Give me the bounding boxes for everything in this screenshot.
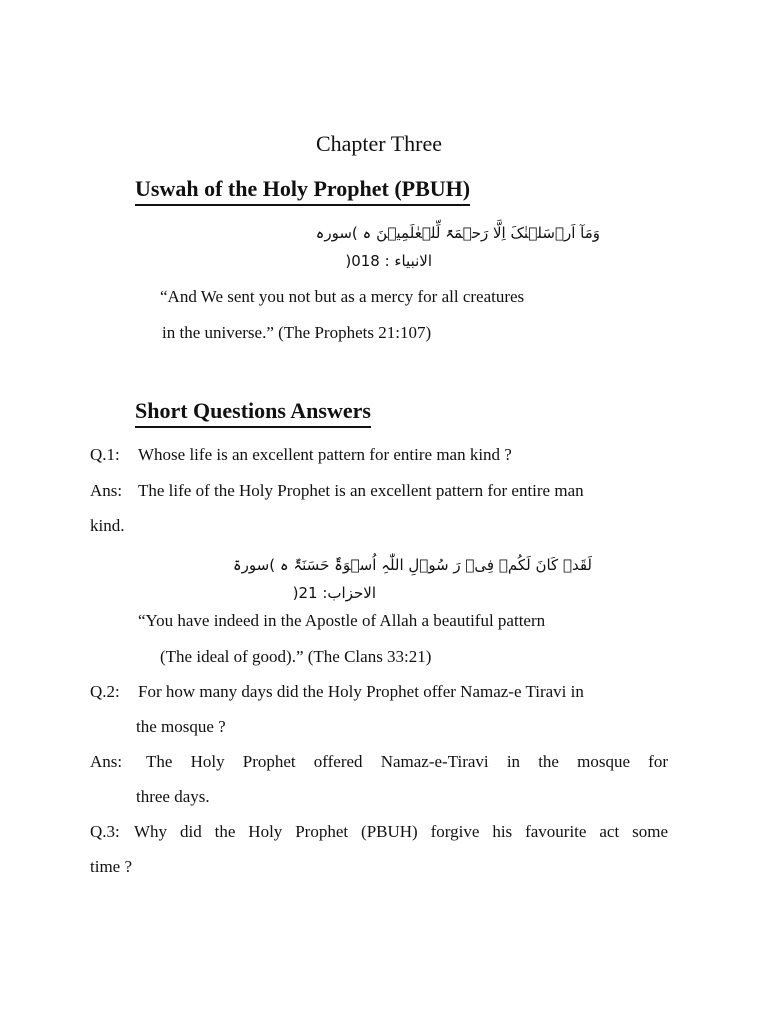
short-questions-heading: Short Questions Answers — [135, 398, 371, 428]
chapter-heading: Uswah of the Holy Prophet (PBUH) — [135, 176, 470, 206]
q2-answer-label: Ans: — [90, 752, 123, 771]
q1-answer-line2: kind. — [90, 516, 125, 535]
q1-answer-line1: The life of the Holy Prophet is an excellent pattern for entire man — [138, 481, 584, 500]
q1-answer-label: Ans: — [90, 481, 123, 500]
verse1-translation-line2: in the universe.” (The Prophets 21:107) — [162, 323, 432, 342]
q2-answer-line1: The Holy Prophet offered Namaz-e-Tiravi in the mosque for — [146, 752, 668, 771]
q3-label: Q.3: — [90, 822, 120, 841]
q2-text-line1: For how many days did the Holy Prophet offer Namaz-e Tiravi in — [138, 682, 584, 701]
verse1-arabic-line2: الانبیاء : 018( — [345, 252, 432, 270]
q1-label: Q.1: — [90, 445, 120, 464]
q1-text: Whose life is an excellent pattern for entire man kind ? — [138, 445, 512, 464]
q3-text-line1: Why did the Holy Prophet (PBUH) forgive his favourite act some — [134, 822, 668, 841]
verse1-arabic-line1: وَمَآ اَرۡسَلۡنٰکَ اِلَّا رَحۡمَۃً لِّلۡعٰلَمِیۡنَ ہ )سورہ — [315, 224, 600, 242]
verse1-translation-line1: “And We sent you not but as a mercy for all creatures — [160, 287, 525, 306]
q2-answer-line2: three days. — [136, 787, 210, 806]
verse2-arabic-line2: الاحزاب: 21( — [292, 584, 376, 602]
chapter-title: Chapter Three — [315, 131, 443, 156]
q2-text-line2: the mosque ? — [136, 717, 226, 736]
verse2-translation-line2: (The ideal of good).” (The Clans 33:21) — [160, 647, 432, 666]
verse2-arabic-line1: لَقَدۡ کَانَ لَکُمۡ فِیۡ رَ سُوۡلِ اللّٰہِ اُسۡوَۃٌ حَسَنَۃٌ ہ )سورۃ — [232, 556, 592, 574]
q2-label: Q.2: — [90, 682, 120, 701]
verse2-translation-line1: “You have indeed in the Apostle of Allah a beautiful pattern — [138, 611, 546, 630]
q3-text-line2: time ? — [90, 857, 133, 876]
